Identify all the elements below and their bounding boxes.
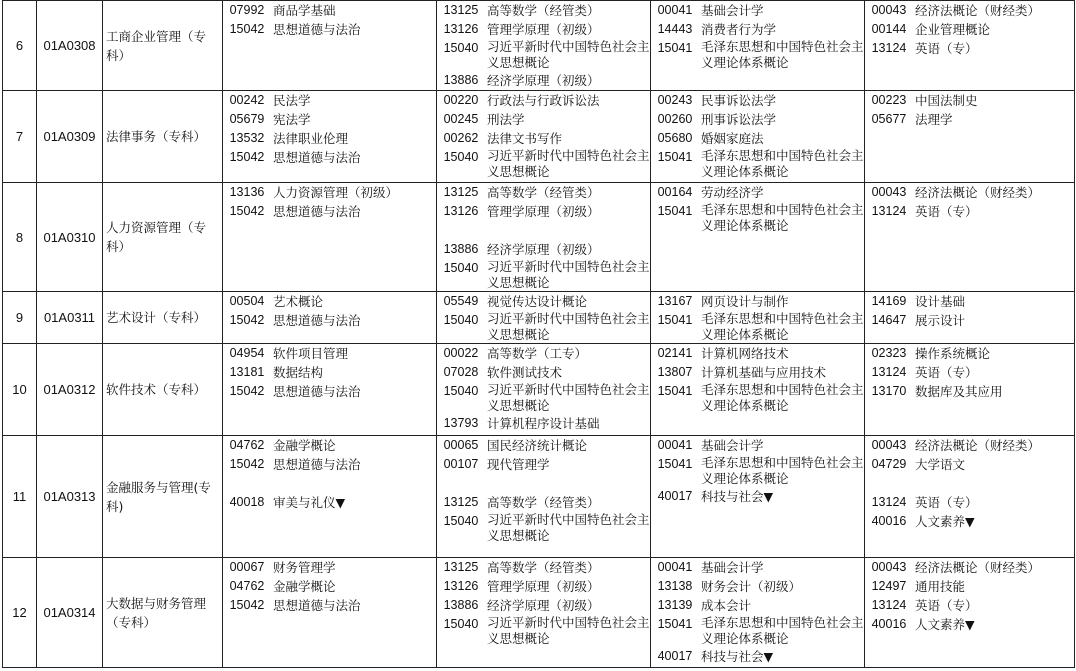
course-name: 经济法概论（财经类） xyxy=(915,438,1041,453)
major-name: 工商企业管理（专科） xyxy=(103,1,223,91)
major-name: 软件技术（专科） xyxy=(103,344,223,436)
course-name xyxy=(915,474,1074,493)
course-code: 00065 xyxy=(443,438,479,452)
course-code: 13181 xyxy=(229,365,265,379)
course-code: 00041 xyxy=(657,438,693,452)
major-name: 金融服务与管理(专科) xyxy=(103,436,223,558)
row-number: 8 xyxy=(3,183,37,292)
course-code xyxy=(437,221,485,240)
major-name: 大数据与财务管理（专科） xyxy=(103,558,223,668)
course-group-cell xyxy=(651,91,865,183)
course-name: 计算机基础与应用技术 xyxy=(701,365,827,380)
course-code xyxy=(223,474,271,493)
course-code: 00041 xyxy=(657,3,693,17)
course-code: 13126 xyxy=(443,579,479,593)
course-group-cell xyxy=(651,183,865,292)
course-group-cell xyxy=(865,436,1075,558)
course-code: 13124 xyxy=(871,495,907,509)
course-code: 15042 xyxy=(229,598,265,612)
course-code: 13793 xyxy=(443,416,479,430)
course-name: 计算机网络技术 xyxy=(701,346,789,361)
table-row xyxy=(3,344,1075,436)
major-code: 01A0313 xyxy=(37,436,103,558)
course-code: 13532 xyxy=(229,131,265,145)
course-code: 00262 xyxy=(443,131,479,145)
course-code: 00043 xyxy=(871,438,907,452)
course-code: 00043 xyxy=(871,3,907,17)
course-name: 毛泽东思想和中国特色社会主义理论体系概论 xyxy=(701,615,864,646)
course-name: 大学语文 xyxy=(915,457,966,472)
course-code: 15041 xyxy=(657,150,693,164)
table-row xyxy=(3,183,1075,292)
course-name: 劳动经济学 xyxy=(701,185,764,200)
course-name: 毛泽东思想和中国特色社会主义理论体系概论 xyxy=(701,455,864,486)
course-code: 00220 xyxy=(443,93,479,107)
course-group-cell xyxy=(223,1,437,91)
course-group-cell xyxy=(437,344,651,436)
course-code: 00242 xyxy=(229,93,265,107)
course-name: 数据库及其应用 xyxy=(915,384,1003,399)
course-code: 15040 xyxy=(443,514,479,528)
table-row xyxy=(3,558,1075,668)
course-name: 基础会计学 xyxy=(701,560,764,575)
major-code: 01A0309 xyxy=(37,91,103,183)
course-group-cell xyxy=(865,91,1075,183)
course-name: 思想道德与法治 xyxy=(273,22,361,37)
course-name: 法律职业伦理 xyxy=(273,131,349,146)
table-row xyxy=(3,91,1075,183)
row-number: 10 xyxy=(3,344,37,436)
table-row xyxy=(3,292,1075,344)
course-code: 12497 xyxy=(871,579,907,593)
course-code: 02141 xyxy=(657,346,693,360)
course-code: 15041 xyxy=(657,384,693,398)
course-name: 毛泽东思想和中国特色社会主义理论体系概论 xyxy=(701,382,864,413)
course-name: 思想道德与法治 xyxy=(273,384,361,399)
row-number: 11 xyxy=(3,436,37,558)
row-number: 7 xyxy=(3,91,37,183)
table-row xyxy=(3,1,1075,91)
course-name: 婚姻家庭法 xyxy=(701,131,764,146)
course-name: 成本会计 xyxy=(701,598,752,613)
course-code: 13886 xyxy=(443,242,479,256)
course-name: 现代管理学 xyxy=(487,457,550,472)
course-code: 00504 xyxy=(229,294,265,308)
row-number: 6 xyxy=(3,1,37,91)
course-code: 05679 xyxy=(229,112,265,126)
course-group-cell xyxy=(223,91,437,183)
course-name: 习近平新时代中国特色社会主义思想概论 xyxy=(487,311,650,342)
course-code: 00041 xyxy=(657,560,693,574)
course-code: 00245 xyxy=(443,112,479,126)
course-code: 15042 xyxy=(229,22,265,36)
course-name: 通用技能 xyxy=(915,579,966,594)
course-name: 民法学 xyxy=(273,93,311,108)
course-code: 15041 xyxy=(657,457,693,471)
course-name xyxy=(273,474,436,493)
course-name: 国民经济统计概论 xyxy=(487,438,588,453)
course-code: 13807 xyxy=(657,365,693,379)
course-code: 13124 xyxy=(871,365,907,379)
course-code: 15040 xyxy=(443,617,479,631)
course-name: 计算机程序设计基础 xyxy=(487,416,600,431)
course-group-cell xyxy=(223,344,437,436)
course-code: 00223 xyxy=(871,93,907,107)
course-group-cell xyxy=(437,183,651,292)
course-name: 金融学概论 xyxy=(273,579,336,594)
course-name: 消费者行为学 xyxy=(701,22,777,37)
course-group-cell xyxy=(651,1,865,91)
course-code: 05549 xyxy=(443,294,479,308)
course-code: 14443 xyxy=(657,22,693,36)
course-name: 高等数学（经管类） xyxy=(487,560,600,575)
course-name: 管理学原理（初级） xyxy=(487,204,600,219)
course-name: 数据结构 xyxy=(273,365,324,380)
major-name: 艺术设计（专科） xyxy=(103,292,223,344)
course-name: 法律文书写作 xyxy=(487,131,563,146)
major-code: 01A0310 xyxy=(37,183,103,292)
course-code: 14647 xyxy=(871,313,907,327)
course-name: 基础会计学 xyxy=(701,438,764,453)
course-code: 13125 xyxy=(443,3,479,17)
major-course-table xyxy=(2,0,1075,668)
course-code: 13170 xyxy=(871,384,907,398)
course-name: 经济学原理（初级） xyxy=(487,598,600,613)
row-number: 12 xyxy=(3,558,37,668)
course-code: 00043 xyxy=(871,185,907,199)
course-code: 07992 xyxy=(229,3,265,17)
course-name: 企业管理概论 xyxy=(915,22,991,37)
course-group-cell xyxy=(865,558,1075,668)
course-name: 人文素养▼ xyxy=(915,514,975,529)
course-group-cell xyxy=(223,558,437,668)
course-code: 04729 xyxy=(871,457,907,471)
course-name: 刑事诉讼法学 xyxy=(701,112,777,127)
course-name: 管理学原理（初级） xyxy=(487,22,600,37)
course-name: 艺术概论 xyxy=(273,294,324,309)
course-code: 15042 xyxy=(229,313,265,327)
course-name: 管理学原理（初级） xyxy=(487,579,600,594)
major-code: 01A0311 xyxy=(37,292,103,344)
course-code: 13125 xyxy=(443,560,479,574)
course-name: 人力资源管理（初级） xyxy=(273,185,399,200)
course-name: 毛泽东思想和中国特色社会主义理论体系概论 xyxy=(701,148,864,179)
course-code: 15040 xyxy=(443,150,479,164)
course-group-cell xyxy=(223,183,437,292)
course-code: 00022 xyxy=(443,346,479,360)
course-code: 02323 xyxy=(871,346,907,360)
table-row xyxy=(3,436,1075,558)
course-code: 04762 xyxy=(229,579,265,593)
course-code: 13125 xyxy=(443,495,479,509)
course-code: 15040 xyxy=(443,41,479,55)
course-code: 40017 xyxy=(657,489,693,503)
course-code: 04762 xyxy=(229,438,265,452)
course-code: 15042 xyxy=(229,150,265,164)
course-code: 13138 xyxy=(657,579,693,593)
course-name: 财务管理学 xyxy=(273,560,336,575)
course-group-cell xyxy=(865,183,1075,292)
course-group-cell xyxy=(437,436,651,558)
course-code: 00260 xyxy=(657,112,693,126)
course-code: 15041 xyxy=(657,204,693,218)
table-body xyxy=(3,1,1075,668)
course-name: 经济学原理（初级） xyxy=(487,242,600,257)
course-name: 经济法概论（财经类） xyxy=(915,3,1041,18)
course-name: 操作系统概论 xyxy=(915,346,991,361)
course-code: 05677 xyxy=(871,112,907,126)
course-code: 40016 xyxy=(871,514,907,528)
course-name: 思想道德与法治 xyxy=(273,313,361,328)
course-name: 人文素养▼ xyxy=(915,617,975,632)
course-group-cell xyxy=(437,1,651,91)
course-group-cell xyxy=(223,292,437,344)
course-name: 习近平新时代中国特色社会主义思想概论 xyxy=(487,615,650,646)
course-code xyxy=(865,474,913,493)
course-name: 高等数学（经管类） xyxy=(487,495,600,510)
course-name: 刑法学 xyxy=(487,112,525,127)
course-code: 40018 xyxy=(229,495,265,509)
major-code: 01A0314 xyxy=(37,558,103,668)
course-name: 英语（专） xyxy=(915,495,978,510)
course-code: 13126 xyxy=(443,204,479,218)
course-name: 思想道德与法治 xyxy=(273,457,361,472)
course-name: 软件测试技术 xyxy=(487,365,563,380)
course-name: 习近平新时代中国特色社会主义思想概论 xyxy=(487,39,650,70)
course-code: 15041 xyxy=(657,41,693,55)
course-group-cell xyxy=(437,292,651,344)
course-code: 07028 xyxy=(443,365,479,379)
course-group-cell xyxy=(651,436,865,558)
course-name: 展示设计 xyxy=(915,313,966,328)
course-code: 00164 xyxy=(657,185,693,199)
course-name: 经济法概论（财经类） xyxy=(915,560,1041,575)
course-name xyxy=(487,474,650,493)
course-code: 13124 xyxy=(871,598,907,612)
course-name: 毛泽东思想和中国特色社会主义理论体系概论 xyxy=(701,311,864,342)
course-name: 法理学 xyxy=(915,112,953,127)
course-code: 15042 xyxy=(229,457,265,471)
course-name: 习近平新时代中国特色社会主义思想概论 xyxy=(487,259,650,290)
course-group-cell xyxy=(651,558,865,668)
course-group-cell xyxy=(223,436,437,558)
course-name: 经济法概论（财经类） xyxy=(915,185,1041,200)
course-group-cell xyxy=(651,344,865,436)
course-name: 网页设计与制作 xyxy=(701,294,789,309)
course-name: 宪法学 xyxy=(273,112,311,127)
course-name: 设计基础 xyxy=(915,294,966,309)
course-name: 科技与社会▼ xyxy=(701,489,774,504)
course-name: 金融学概论 xyxy=(273,438,336,453)
course-name: 英语（专） xyxy=(915,598,978,613)
course-name: 商品学基础 xyxy=(273,3,336,18)
course-name: 高等数学（经管类） xyxy=(487,185,600,200)
course-group-cell xyxy=(865,1,1075,91)
course-name: 英语（专） xyxy=(915,365,978,380)
course-code: 15040 xyxy=(443,384,479,398)
course-code: 15040 xyxy=(443,261,479,275)
course-code: 05680 xyxy=(657,131,693,145)
course-code: 15041 xyxy=(657,313,693,327)
course-code: 13886 xyxy=(443,598,479,612)
course-code: 00067 xyxy=(229,560,265,574)
row-number: 9 xyxy=(3,292,37,344)
course-name: 财务会计（初级） xyxy=(701,579,802,594)
course-code: 15042 xyxy=(229,384,265,398)
course-name: 习近平新时代中国特色社会主义思想概论 xyxy=(487,148,650,179)
course-code: 13886 xyxy=(443,73,479,87)
course-name: 高等数学（经管类） xyxy=(487,3,600,18)
course-name: 高等数学（工专） xyxy=(487,346,588,361)
course-name: 审美与礼仪▼ xyxy=(273,495,346,510)
course-code: 13136 xyxy=(229,185,265,199)
course-name: 毛泽东思想和中国特色社会主义理论体系概论 xyxy=(701,39,864,70)
course-name: 思想道德与法治 xyxy=(273,150,361,165)
major-code: 01A0312 xyxy=(37,344,103,436)
course-name: 英语（专） xyxy=(915,204,978,219)
course-code: 14169 xyxy=(871,294,907,308)
course-name: 习近平新时代中国特色社会主义思想概论 xyxy=(487,512,650,543)
course-code: 00243 xyxy=(657,93,693,107)
course-name: 民事诉讼法学 xyxy=(701,93,777,108)
course-group-cell xyxy=(437,558,651,668)
course-code: 04954 xyxy=(229,346,265,360)
course-name: 思想道德与法治 xyxy=(273,204,361,219)
course-code: 15042 xyxy=(229,204,265,218)
course-name: 视觉传达设计概论 xyxy=(487,294,588,309)
course-code: 40016 xyxy=(871,617,907,631)
course-name: 行政法与行政诉讼法 xyxy=(487,93,600,108)
course-code xyxy=(437,474,485,493)
course-group-cell xyxy=(437,91,651,183)
course-name: 思想道德与法治 xyxy=(273,598,361,613)
course-group-cell xyxy=(865,344,1075,436)
course-name: 科技与社会▼ xyxy=(701,649,774,664)
course-group-cell xyxy=(651,292,865,344)
course-code: 13139 xyxy=(657,598,693,612)
course-code: 15040 xyxy=(443,313,479,327)
course-code: 00144 xyxy=(871,22,907,36)
course-name: 英语（专） xyxy=(915,41,978,56)
course-name: 中国法制史 xyxy=(915,93,978,108)
major-name: 法律事务（专科） xyxy=(103,91,223,183)
course-code: 13125 xyxy=(443,185,479,199)
course-code: 15041 xyxy=(657,617,693,631)
course-code: 40017 xyxy=(657,649,693,663)
course-name: 习近平新时代中国特色社会主义思想概论 xyxy=(487,382,650,413)
course-name: 软件项目管理 xyxy=(273,346,349,361)
course-name xyxy=(487,221,650,240)
course-code: 13124 xyxy=(871,41,907,55)
major-name: 人力资源管理（专科） xyxy=(103,183,223,292)
major-code: 01A0308 xyxy=(37,1,103,91)
course-code: 00043 xyxy=(871,560,907,574)
course-code: 13124 xyxy=(871,204,907,218)
course-group-cell xyxy=(865,292,1075,344)
course-code: 13167 xyxy=(657,294,693,308)
course-name: 基础会计学 xyxy=(701,3,764,18)
course-code: 00107 xyxy=(443,457,479,471)
course-name: 经济学原理（初级） xyxy=(487,73,600,88)
course-name: 毛泽东思想和中国特色社会主义理论体系概论 xyxy=(701,202,864,233)
course-code: 13126 xyxy=(443,22,479,36)
